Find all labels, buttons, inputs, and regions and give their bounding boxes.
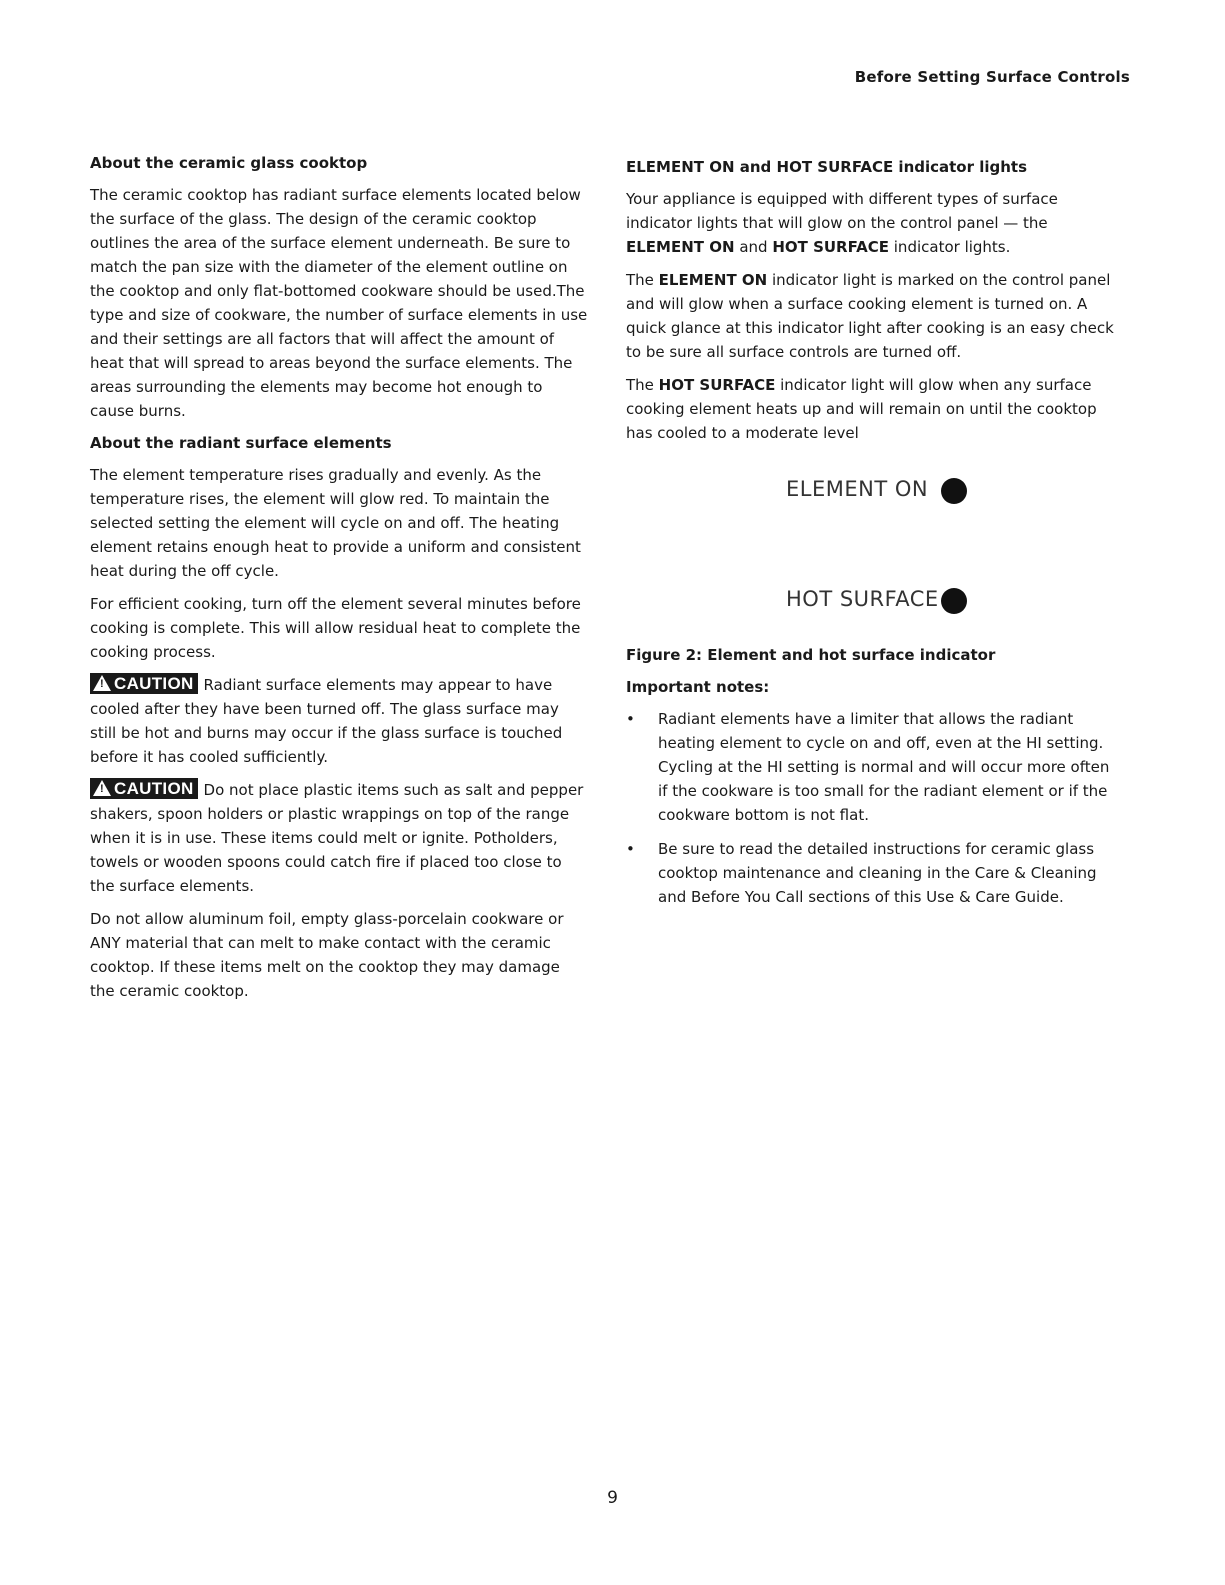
text-run: and [734,238,773,256]
about-cooktop-paragraph: The ceramic cooktop has radiant surface elements located below the surface of the glass. The design of the ceramic cooktop outlines the area of the surface element underneath. Be sure to match the pan size with the diameter of the element outline on the cooktop and only flat-bottomed cookware should be used.The type and size of cookware, the number of surface elements in use and their settings are all factors that will affect the amount of heat that will spread to areas beyond the surface elements. The areas surrounding the elements may become hot enough to cause burns. [90,186,588,420]
list-item [626,837,1122,909]
right-column [626,156,1122,919]
indicator-intro-paragraph [626,187,1122,259]
caution-label: CAUTION [114,674,194,693]
text-run: indicator light will glow when any surface cooking element heats up and will remain on until the cooktop has cooled to a moderate level [626,376,1097,442]
text-run: indicator lights. [889,238,1011,256]
caution-paragraph-2 [90,778,588,898]
bullet-icon: • [626,710,635,728]
about-radiant-heading: About the radiant surface elements [90,434,392,452]
element-on-term: ELEMENT ON [658,271,768,289]
note-text-2: Be sure to read the detailed instructions for ceramic glass cooktop maintenance and cleaning in the Care & Cleaning and Before You Call sections of this Use & Care Guide. [658,840,1097,906]
text-run: The [626,271,659,289]
page-header-title: Before Setting Surface Controls [854,68,1130,86]
efficient-cooking-paragraph: For efficient cooking, turn off the element several minutes before cooking is complete. This will allow residual heat to complete the cooking process. [90,595,581,661]
text-run: The [626,376,659,394]
caution-label: CAUTION [114,779,194,798]
caution-paragraph-1 [90,673,588,769]
caution-text-2: Do not place plastic items such as salt and pepper shakers, spoon holders or plastic wrappings on top of the range when it is in use. These items could melt or ignite. Potholders, towels or wooden spoons could catch fire if placed too close to the surface elements. [90,781,584,895]
bullet-icon: • [626,840,635,858]
hot-surface-term: HOT SURFACE [772,238,889,256]
hot-surface-term: HOT SURFACE [658,376,776,394]
element-on-paragraph [626,268,1122,364]
important-notes-heading: Important notes: [626,678,770,696]
foil-warning-paragraph: Do not allow aluminum foil, empty glass-porcelain cookware or ANY material that can melt to make contact with the ceramic cooktop. If these items melt on the cooktop they may damage the ceramic cooktop. [90,910,564,1000]
list-item [626,707,1122,827]
caution-badge [90,778,198,799]
warning-triangle-icon: ! [93,675,111,691]
figure-caption: Figure 2: Element and hot surface indicator [626,646,996,664]
text-run: indicator light is marked on the control panel and will glow when a surface cooking element is turned on. A quick glance at this indicator light after cooking is an easy check to be sure all surface controls are turned off. [626,271,1114,361]
text-run: Your appliance is equipped with different types of surface indicator lights that will glow on the control panel — the [626,190,1058,232]
caution-badge [90,673,198,694]
indicator-light-icon [941,478,967,504]
note-text-1: Radiant elements have a limiter that allows the radiant heating element to cycle on and off, even at the HI setting. Cycling at the HI setting is normal and will occur more often if the cookware is too small for the radiant element or if the cookware bottom is not flat. [658,710,1110,824]
indicator-light-icon [941,588,967,614]
page-number: 9 [607,1488,618,1508]
about-cooktop-heading: About the ceramic glass cooktop [90,154,368,172]
left-column [90,152,588,1012]
warning-triangle-icon: ! [93,780,111,796]
about-radiant-paragraph: The element temperature rises gradually and evenly. As the temperature rises, the element will glow red. To maintain the selected setting the element will cycle on and off. The heating element retains enough heat to provide a uniform and consistent heat during the off cycle. [90,466,581,580]
hot-surface-paragraph [626,373,1122,445]
hot-surface-indicator-label: HOT SURFACE [786,587,939,611]
element-on-indicator-label: ELEMENT ON [786,477,929,501]
caution-text-1: Radiant surface elements may appear to have cooled after they have been turned off. The glass surface may still be hot and burns may occur if the glass surface is touched before it has cooled sufficiently. [90,676,563,766]
indicator-figure [626,459,1122,611]
element-on-term: ELEMENT ON [626,238,735,256]
notes-list [626,707,1122,909]
indicator-lights-heading: ELEMENT ON and HOT SURFACE indicator lights [626,158,1028,176]
